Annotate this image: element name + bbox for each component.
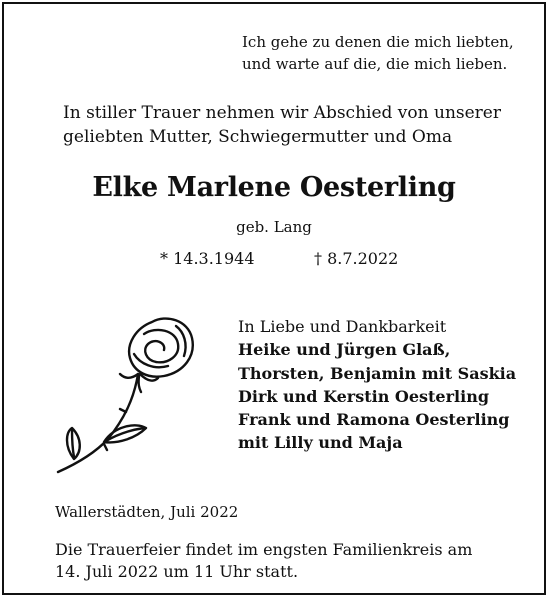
family-member: Heike und Jürgen Glaß,: [238, 340, 451, 360]
family-list: [238, 315, 516, 455]
deceased-name: Elke Marlene Oesterling: [92, 172, 456, 203]
family-member: mit Lilly und Maja: [238, 433, 403, 453]
place-date: Wallerstädten, Juli 2022: [55, 503, 239, 521]
intro-text: [63, 101, 501, 149]
funeral-notice: [55, 539, 472, 583]
obituary-frame: [2, 2, 546, 595]
intro-line-1: In stiller Trauer nehmen wir Abschied von unserer: [63, 103, 501, 123]
rose-icon: [44, 304, 204, 479]
quote-line-2: und warte auf die, die mich lieben.: [242, 55, 508, 73]
birth-date: * 14.3.1944: [160, 249, 255, 268]
quote: [242, 31, 514, 75]
family-member: Thorsten, Benjamin mit Saskia: [238, 363, 517, 383]
maiden-name: geb. Lang: [236, 218, 312, 236]
notice-line-1: Die Trauerfeier findet im engsten Familienkreis am: [55, 540, 473, 559]
family-lead: In Liebe und Dankbarkeit: [238, 317, 447, 336]
intro-line-2: geliebten Mutter, Schwiegermutter und Oma: [63, 127, 453, 147]
family-member: Dirk und Kerstin Oesterling: [238, 386, 490, 406]
family-member: Frank und Ramona Oesterling: [238, 410, 510, 430]
death-date: † 8.7.2022: [314, 249, 399, 268]
quote-line-1: Ich gehe zu denen die mich liebten,: [242, 33, 514, 51]
notice-line-2: 14. Juli 2022 um 11 Uhr statt.: [55, 562, 299, 581]
